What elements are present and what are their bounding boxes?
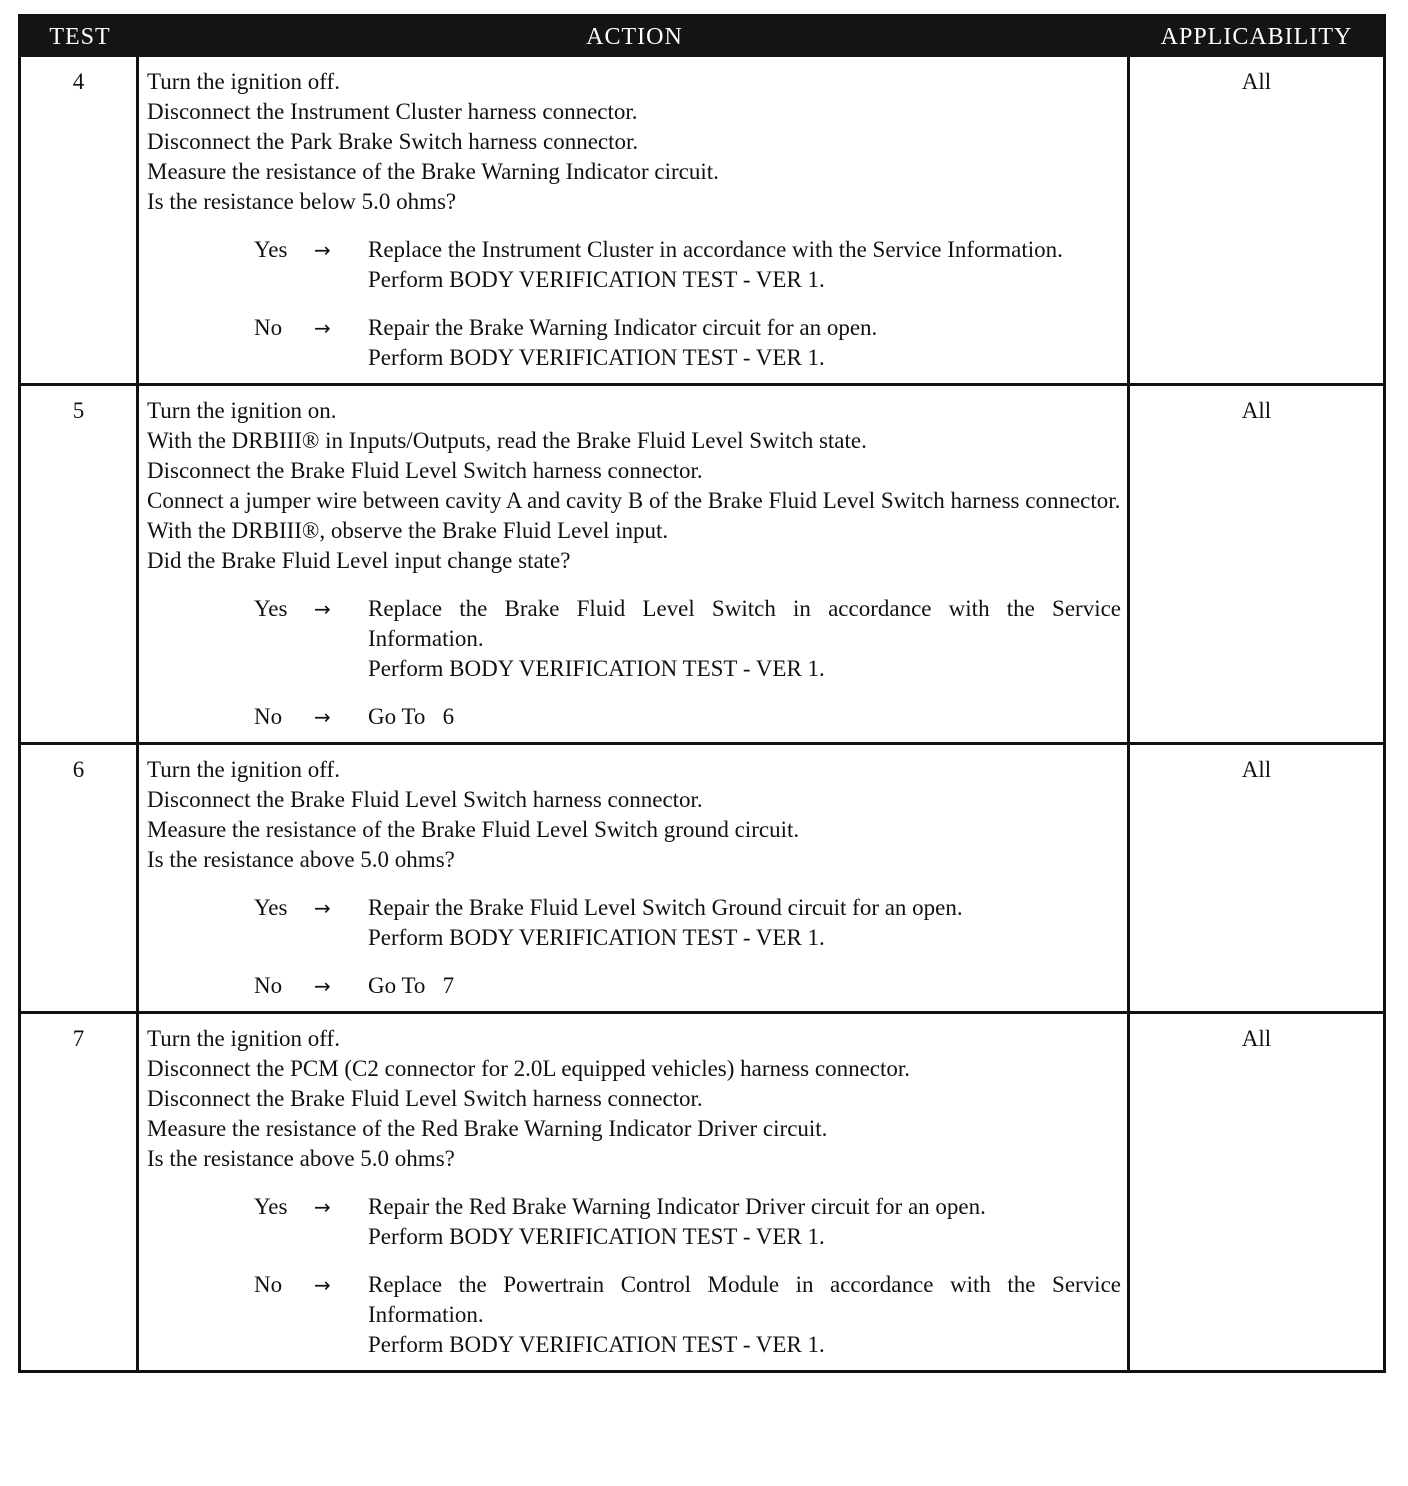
yes-perform: Perform BODY VERIFICATION TEST - VER 1.	[368, 1224, 825, 1249]
right-arrow-icon: →	[314, 597, 331, 621]
applicability-cell: All	[1241, 398, 1272, 423]
yes-perform: Perform BODY VERIFICATION TEST - VER 1.	[368, 267, 825, 292]
yes-label: Yes	[254, 237, 288, 262]
right-arrow-icon: →	[314, 1273, 331, 1297]
action-step: Turn the ignition off.	[147, 69, 340, 94]
right-arrow-icon: →	[314, 238, 331, 262]
action-step: With the DRBIII® in Inputs/Outputs, read the Brake Fluid Level Switch state.	[147, 428, 867, 453]
action-step: Measure the resistance of the Brake Fluid Level Switch ground circuit.	[147, 817, 800, 842]
action-step: Disconnect the PCM (C2 connector for 2.0L equipped vehicles) harness connector.	[147, 1056, 911, 1081]
action-step: Disconnect the Park Brake Switch harness connector.	[147, 129, 639, 154]
no-text: Go To 7	[368, 973, 455, 998]
yes-text: Repair the Red Brake Warning Indicator Driver circuit for an open.	[368, 1194, 986, 1219]
table-row	[21, 742, 1383, 1011]
yes-label: Yes	[254, 596, 288, 621]
test-number: 4	[21, 57, 139, 383]
no-perform: Perform BODY VERIFICATION TEST - VER 1.	[368, 1332, 825, 1357]
action-step: Disconnect the Brake Fluid Level Switch harness connector.	[147, 787, 703, 812]
no-outcome	[147, 971, 1121, 1001]
yes-outcome	[147, 594, 1121, 684]
table-row	[21, 1011, 1383, 1370]
yes-text: Repair the Brake Fluid Level Switch Ground circuit for an open.	[368, 895, 963, 920]
yes-perform: Perform BODY VERIFICATION TEST - VER 1.	[368, 925, 825, 950]
action-step: Turn the ignition on.	[147, 398, 337, 423]
table-row	[21, 383, 1383, 742]
yes-outcome	[147, 893, 1121, 953]
applicability-cell: All	[1241, 757, 1272, 782]
right-arrow-icon: →	[314, 705, 331, 729]
action-step: Measure the resistance of the Brake Warning Indicator circuit.	[147, 159, 719, 184]
right-arrow-icon: →	[314, 1195, 331, 1219]
table-row	[21, 57, 1383, 383]
yes-label: Yes	[254, 895, 288, 920]
action-step: Disconnect the Brake Fluid Level Switch harness connector.	[147, 458, 703, 483]
action-step: With the DRBIII®, observe the Brake Fluid Level input.	[147, 518, 669, 543]
no-text: Go To 6	[368, 704, 455, 729]
action-step: Is the resistance above 5.0 ohms?	[147, 1146, 455, 1171]
no-label: No	[254, 1272, 283, 1297]
applicability-cell: All	[1241, 69, 1272, 94]
action-cell	[139, 57, 1130, 383]
no-text: Repair the Brake Warning Indicator circuit for an open.	[368, 315, 878, 340]
no-label: No	[254, 973, 283, 998]
yes-text: Replace the Brake Fluid Level Switch in accordance with the Service Information.	[368, 596, 1121, 651]
header-test: TEST	[49, 23, 111, 50]
header-applicability: APPLICABILITY	[1160, 23, 1353, 50]
yes-label: Yes	[254, 1194, 288, 1219]
diagnostic-test-table	[18, 14, 1386, 1373]
no-label: No	[254, 315, 283, 340]
no-perform: Perform BODY VERIFICATION TEST - VER 1.	[368, 345, 825, 370]
right-arrow-icon: →	[314, 896, 331, 920]
action-step: Connect a jumper wire between cavity A and cavity B of the Brake Fluid Level Switch harness connector.	[147, 488, 1121, 513]
action-step: Turn the ignition off.	[147, 1026, 340, 1051]
action-cell	[139, 745, 1130, 1011]
test-number: 7	[21, 1014, 139, 1370]
no-outcome	[147, 313, 1121, 373]
action-cell	[139, 386, 1130, 742]
right-arrow-icon: →	[314, 974, 331, 998]
action-step: Disconnect the Brake Fluid Level Switch harness connector.	[147, 1086, 703, 1111]
action-step: Is the resistance below 5.0 ohms?	[147, 189, 457, 214]
no-label: No	[254, 704, 283, 729]
header-action: ACTION	[586, 23, 683, 50]
action-step: Is the resistance above 5.0 ohms?	[147, 847, 455, 872]
yes-outcome	[147, 235, 1121, 295]
test-number: 5	[21, 386, 139, 742]
right-arrow-icon: →	[314, 316, 331, 340]
yes-perform: Perform BODY VERIFICATION TEST - VER 1.	[368, 656, 825, 681]
no-outcome	[147, 702, 1121, 732]
test-number: 6	[21, 745, 139, 1011]
action-step: Did the Brake Fluid Level input change state?	[147, 548, 571, 573]
action-step: Measure the resistance of the Red Brake Warning Indicator Driver circuit.	[147, 1116, 828, 1141]
table-header	[21, 17, 1383, 57]
action-cell	[139, 1014, 1130, 1370]
applicability-cell: All	[1241, 1026, 1272, 1051]
action-step: Turn the ignition off.	[147, 757, 340, 782]
yes-text: Replace the Instrument Cluster in accordance with the Service Information.	[368, 237, 1063, 262]
yes-outcome	[147, 1192, 1121, 1252]
action-step: Disconnect the Instrument Cluster harness connector.	[147, 99, 638, 124]
no-outcome	[147, 1270, 1121, 1360]
no-text: Replace the Powertrain Control Module in accordance with the Service Information.	[368, 1272, 1121, 1327]
